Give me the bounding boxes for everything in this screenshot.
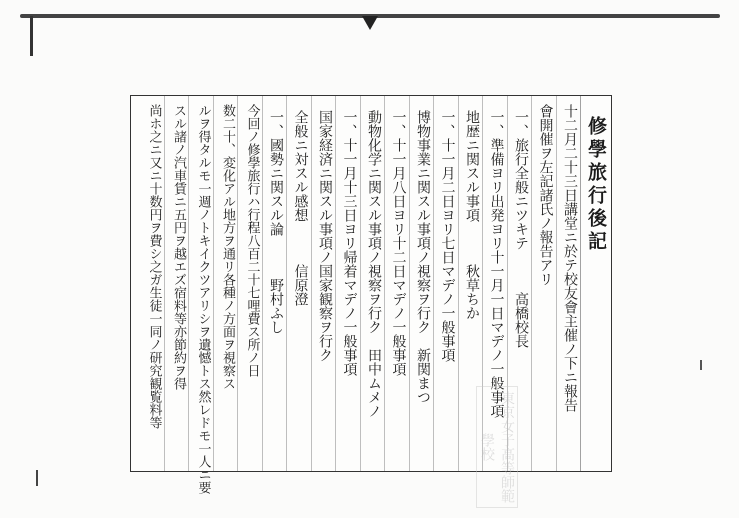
column-rule xyxy=(188,96,189,471)
scan-edge-left xyxy=(30,16,33,56)
scan-mark xyxy=(36,470,38,486)
text-column: 博物事業ニ関スル事項ノ視察ヲ行ク 新関まつ xyxy=(415,110,431,404)
text-column: 一、國勢ニ関スル論 野村ふし xyxy=(268,110,284,334)
text-column: 地歴ニ関スル事項 秋草ちか xyxy=(464,110,480,320)
column-rule xyxy=(237,96,238,471)
text-column: スル諸ノ汽車賃ニ五円ヲ越エズ宿料等亦節約ヲ得 xyxy=(171,104,186,390)
text-column: 今回ノ修學旅行ハ行程八百二十七哩費ス所ノ日 xyxy=(244,104,260,377)
text-column: 一、十一月二日ヨリ七日マデノ一般事項 xyxy=(439,110,456,362)
scan-notch-mark xyxy=(362,16,378,30)
text-column: 十二月二十三日講堂ニ於テ校友會主催ノ下ニ報告 xyxy=(562,104,578,412)
text-column: ルヲ得タルモ一週ノトキイクツアリシヲ遺憾トス然レドモ一人ニ要 xyxy=(195,104,211,494)
text-column: 一、旅行全般ニツキテ 高橋校長 xyxy=(513,110,529,348)
text-column: 尚ホ之ニ又ニ十数円ヲ費シ之ガ生徒一同ノ研究観覧料等 xyxy=(146,104,162,429)
column-rule xyxy=(286,96,287,471)
text-column: 国家経済ニ関スル事項ノ国家観察ヲ行ク xyxy=(317,110,333,362)
column-rule xyxy=(384,96,385,471)
column-rule xyxy=(360,96,361,471)
manuscript-sheet xyxy=(130,95,612,503)
text-column: 會開催ヲ左記諸氏ノ報告アリ xyxy=(537,104,554,286)
scan-mark xyxy=(700,360,702,370)
column-rule xyxy=(580,96,581,471)
text-column: 一、準備ヨリ出発ヨリ十一月一日マデノ一般事項 xyxy=(488,110,505,418)
column-rule xyxy=(409,96,410,471)
text-column: 動物化学ニ関スル事項ノ視察ヲ行ク 田中ムメノ xyxy=(366,110,382,418)
column-rule xyxy=(213,96,214,471)
text-column: 一、十一月八日ヨリ十二日マデノ一般事項 xyxy=(390,110,407,376)
column-rule xyxy=(311,96,312,471)
column-rule xyxy=(458,96,459,471)
column-rule xyxy=(262,96,263,471)
text-column: 数二十、変化アル地方ヲ通リ各種ノ方面ヲ視察ス xyxy=(220,104,235,390)
text-column: 一、十一月十三日ヨリ帰着マデノ一般事項 xyxy=(341,110,358,376)
faint-seal-stamp: 東京女子高等師範學校 xyxy=(476,386,518,508)
column-rule xyxy=(335,96,336,471)
column-rule xyxy=(433,96,434,471)
column-rule xyxy=(164,96,165,471)
text-column: 全般ニ対スル感想 信原澄 xyxy=(292,110,309,306)
column-rule xyxy=(531,96,532,471)
column-rule xyxy=(556,96,557,471)
document-title: 修學旅行後記 xyxy=(585,116,607,254)
